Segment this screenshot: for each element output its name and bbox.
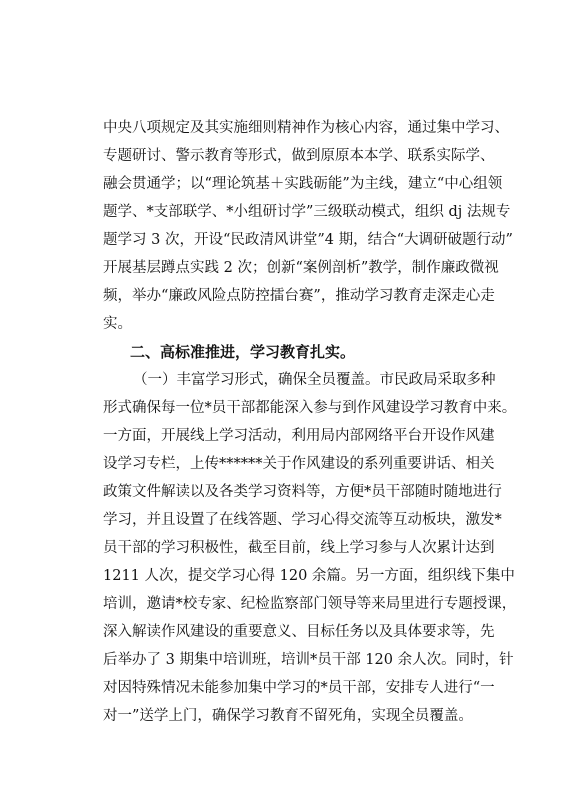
paragraph-1-line-8: 实。 [103, 316, 132, 332]
paragraph-1-line-7: 频，举办“廉政风险点防控擂台赛”，推动学习教育走深走心走 [103, 288, 495, 304]
paragraph-2-line-6: 学习，并且设置了在线答题、学习心得交流等互动板块，激发* [103, 512, 502, 528]
paragraph-1-line-4: 题学、*支部联学、*小组研讨学”三级联动模式，组织 dj 法规专 [103, 204, 511, 220]
paragraph-2-line-13: 对一”送学上门，确保学习教育不留死角，实现全员覆盖。 [103, 708, 473, 724]
paragraph-1-line-6: 开展基层蹲点实践 2 次；创新“案例剖析”教学，制作廉政微视 [103, 260, 499, 276]
paragraph-2-line-12: 对因特殊情况未能参加集中学习的*员干部，安排专人进行“一 [103, 680, 495, 696]
paragraph-1-line-1: 中央八项规定及其实施细则精神作为核心内容，通过集中学习、 [103, 120, 509, 136]
paragraph-2-line-1: （一）丰富学习形式，确保全员覆盖。市民政局采取多种 [133, 372, 496, 388]
paragraph-2-line-9: 培训，邀请*校专家、纪检监察部门领导等来局里进行专题授课， [103, 596, 517, 612]
section-heading-text: 二、高标准推进，学习教育扎实。 [130, 343, 356, 361]
paragraph-1-line-5: 题学习 3 次，开设“民政清风讲堂”4 期，结合“大调研破题行动” [103, 232, 513, 248]
paragraph-2-line-4: 设学习专栏，上传******关于作风建设的系列重要讲话、相关 [103, 456, 495, 472]
paragraph-2-line-11: 后举办了 3 期集中培训班，培训*员干部 120 余人次。同时，针 [103, 652, 514, 668]
paragraph-2-line-3: 一方面，开展线上学习活动，利用局内部网络平台开设作风建 [103, 428, 495, 444]
paragraph-2-line-8: 1211 人次，提交学习心得 120 余篇。另一方面，组织线下集中 [103, 568, 515, 584]
paragraph-2-line-10: 深入解读作风建设的重要意义、目标任务以及具体要求等，先 [103, 624, 495, 640]
paragraph-1-line-3: 融会贯通学；以“理论筑基＋实践砺能”为主线，建立“中心组领 [103, 176, 503, 192]
paragraph-2-line-5: 政策文件解读以及各类学习资料等，方便*员干部随时随地进行 [103, 484, 502, 500]
paragraph-1-line-2: 专题研讨、警示教育等形式，做到原原本本学、联系实际学、 [103, 148, 495, 164]
paragraph-2-line-7: 员干部的学习积极性，截至目前，线上学习参与人次累计达到 [103, 540, 495, 556]
paragraph-2-line-2: 形式确保每一位*员干部都能深入参与到作风建设学习教育中来。 [103, 400, 517, 416]
